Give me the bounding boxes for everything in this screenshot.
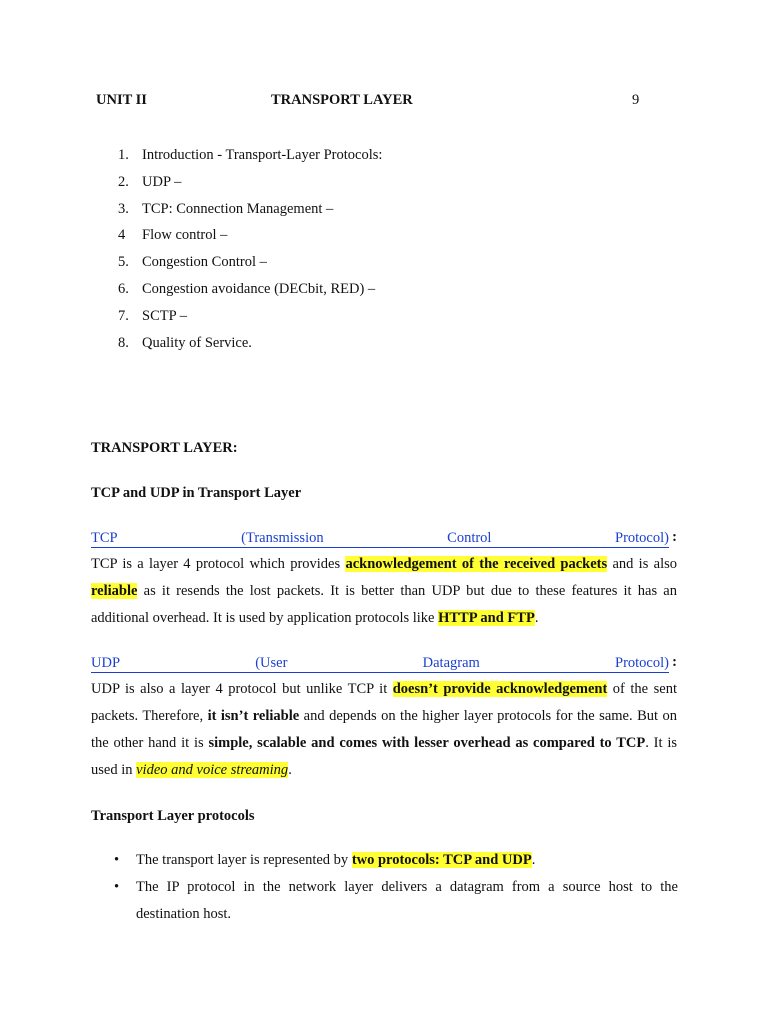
topic-text: TCP: Connection Management – [142,200,334,217]
tcp-heading-link[interactable] [91,529,669,548]
subsection-title: TCP and UDP in Transport Layer [91,485,302,501]
tcp-heading-word: Control [447,530,492,546]
udp-text: UDP is also a layer 4 protocol but unlike TCP it [91,681,393,697]
header-title: TRANSPORT LAYER [271,92,413,108]
section-title: TRANSPORT LAYER: [91,440,238,456]
tcp-highlight-http-ftp: HTTP and FTP [438,610,535,626]
bullet-text: . [531,852,536,868]
udp-heading[interactable] [91,654,677,674]
udp-highlight-no-ack: doesn’t provide acknowledgement [392,681,608,697]
udp-heading-word: (User [255,655,288,671]
bullet-icon: • [114,879,120,895]
topic-item [112,253,382,280]
topic-item [112,173,382,200]
udp-paragraph [91,676,677,784]
topic-number: 6. [118,280,129,297]
udp-highlight-streaming: video and voice streaming [136,762,289,778]
topic-item [112,280,382,307]
topic-text: UDP – [142,173,182,190]
tcp-heading[interactable] [91,529,677,549]
tcp-text: and is also [607,556,677,572]
topic-item [112,307,382,334]
tcp-text: as it resends the lost packets. It is better than UDP but due to these features it has an additional overhead. It is used by application protocols like [91,583,677,626]
udp-text: . [288,762,292,778]
udp-text: and depends on the higher layer protocols for the same. But on the other hand it is [91,708,677,751]
tcp-text: . [534,610,539,626]
page-number: 9 [632,92,640,108]
topic-item [112,200,382,227]
topic-item [112,334,382,361]
protocols-title: Transport Layer protocols [91,808,255,824]
topic-text: Quality of Service. [142,334,252,351]
topic-text: Introduction - Transport-Layer Protocols: [142,147,383,163]
udp-heading-word: Datagram [422,655,480,671]
tcp-heading-word: Protocol) [615,530,669,546]
topic-item [112,226,382,253]
udp-text: . It is used in [91,735,677,778]
bullet-highlight: two protocols: TCP and UDP [351,852,532,868]
bullet-icon: • [114,852,120,868]
tcp-highlight-ack: acknowledgement of the received packets [345,556,608,572]
tcp-heading-word: (Transmission [241,530,324,546]
udp-heading-link[interactable] [91,654,669,673]
topic-text: Congestion avoidance (DECbit, RED) – [142,280,376,297]
topic-number: 7. [118,307,129,324]
bullet-text: The IP protocol in the network layer delivers a datagram from a source host to the destination host. [136,879,678,922]
udp-text: of the sent packets. Therefore, [91,681,677,724]
topic-number: 5. [118,254,129,271]
udp-bold-not-reliable: it isn’t reliable [207,708,300,724]
topic-text: SCTP – [142,307,187,324]
bullet-text: The transport layer is represented by [136,852,352,868]
topic-text: Congestion Control – [142,254,267,271]
topic-number: 8. [118,334,129,351]
page-header [96,92,646,112]
topic-item [112,146,382,173]
topic-number: 4 [118,227,126,244]
udp-heading-colon: : [672,654,677,670]
topic-list [112,146,382,360]
tcp-highlight-reliable: reliable [91,583,138,599]
topic-number: 1. [118,147,129,163]
udp-bold-simple: simple, scalable and comes with lesser overhead as compared to TCP [208,735,646,751]
topic-number: 2. [118,173,129,190]
tcp-text: TCP is a layer 4 protocol which provides [91,556,346,572]
bullet-item [112,847,678,874]
tcp-heading-colon: : [672,529,677,545]
unit-label: UNIT II [96,92,147,108]
udp-heading-word: Protocol) [615,655,669,671]
topic-text: Flow control – [142,227,228,244]
topic-number: 3. [118,200,129,217]
bullet-item [112,874,678,928]
tcp-paragraph [91,551,677,632]
udp-heading-word: UDP [91,655,121,671]
protocol-bullets [112,847,678,928]
tcp-heading-word: TCP [91,530,118,546]
